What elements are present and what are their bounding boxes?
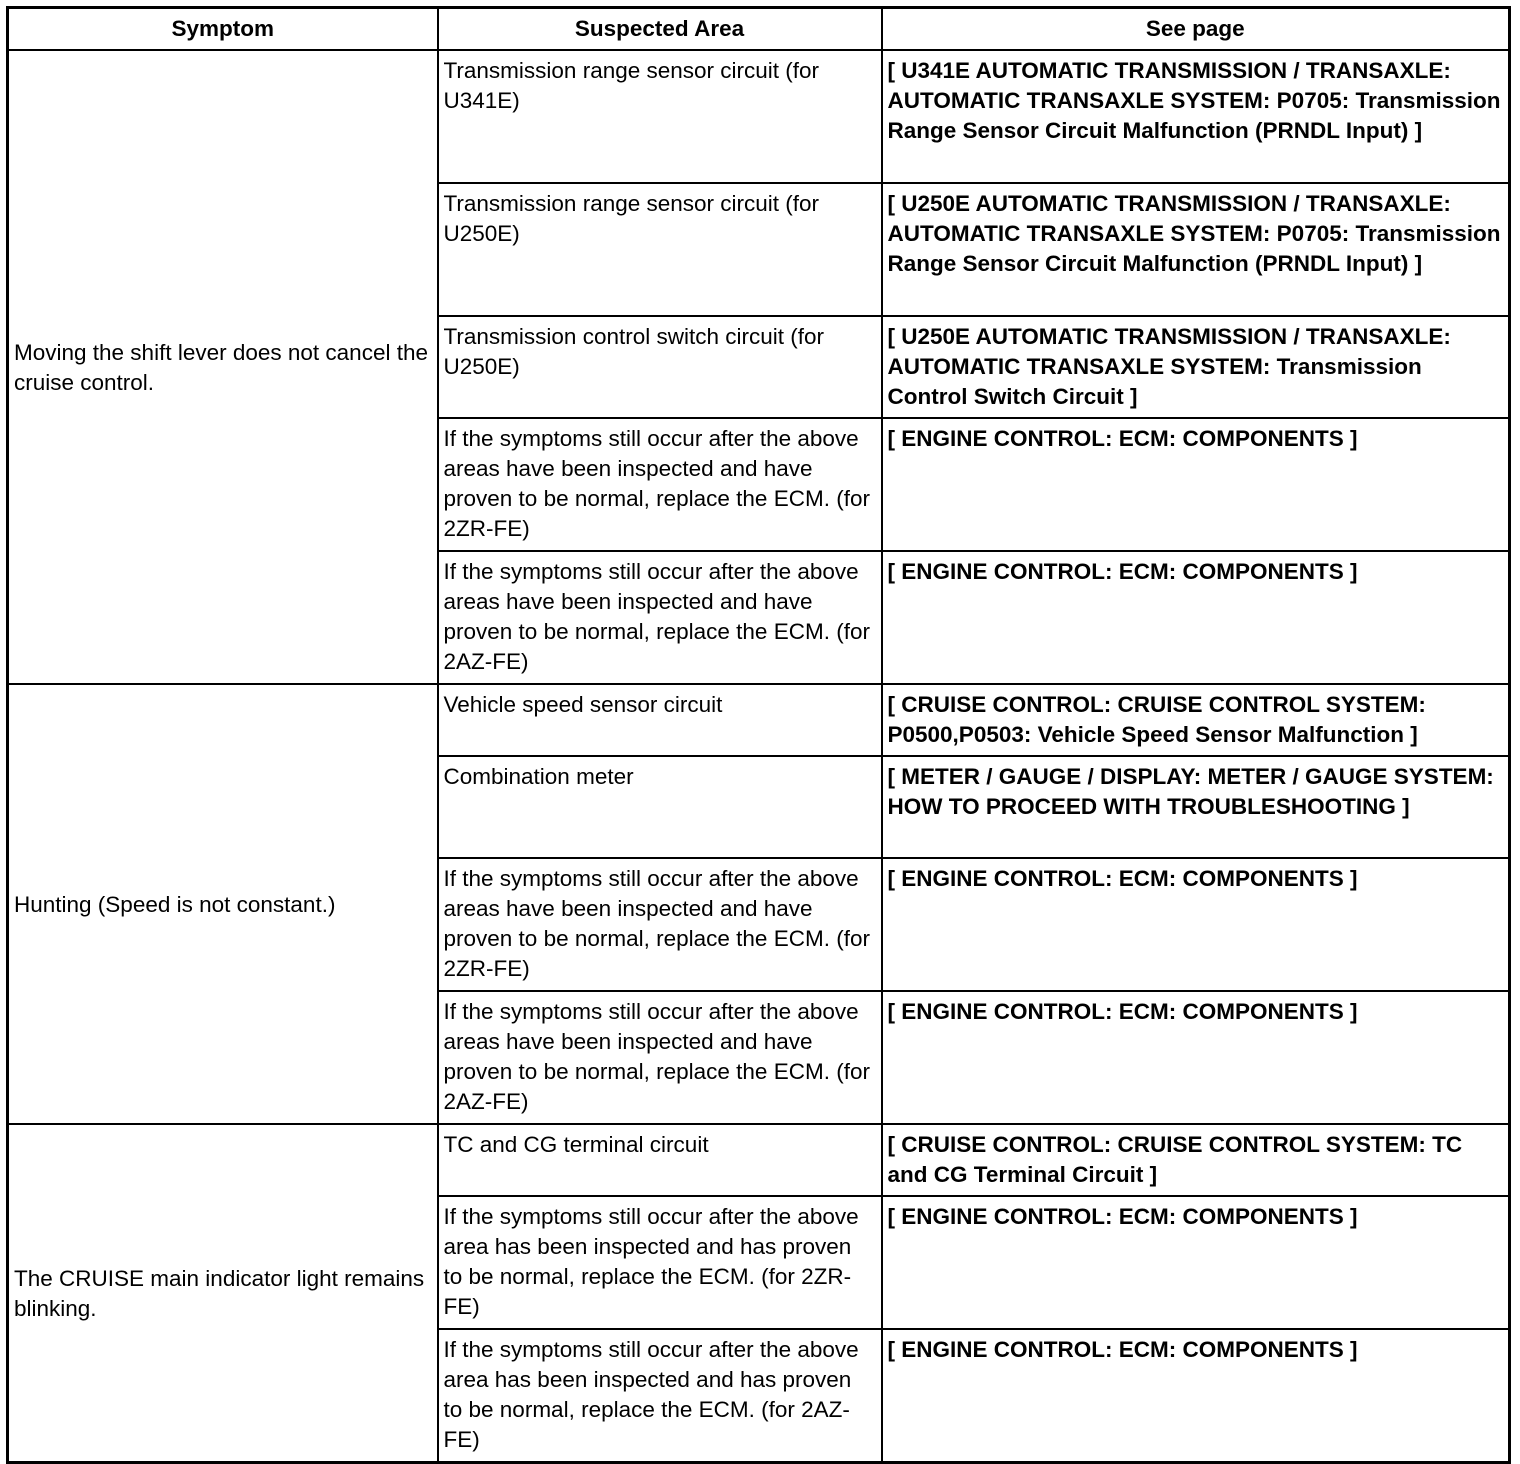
suspected-area-cell: Transmission range sensor circuit (for U250E): [438, 183, 882, 316]
symptom-cell: The CRUISE main indicator light remains blinking.: [8, 1124, 438, 1462]
see-page-link[interactable]: [ ENGINE CONTROL: ECM: COMPONENTS ]: [882, 1329, 1510, 1462]
header-row: [8, 8, 1510, 51]
see-page-link[interactable]: [ ENGINE CONTROL: ECM: COMPONENTS ]: [882, 991, 1510, 1124]
see-page-link[interactable]: [ ENGINE CONTROL: ECM: COMPONENTS ]: [882, 858, 1510, 991]
see-page-link[interactable]: [ CRUISE CONTROL: CRUISE CONTROL SYSTEM: P0500,P0503: Vehicle Speed Sensor Malfunction ]: [882, 684, 1510, 756]
header-suspected-area: Suspected Area: [438, 8, 882, 51]
suspected-area-cell: Vehicle speed sensor circuit: [438, 684, 882, 756]
see-page-link[interactable]: [ CRUISE CONTROL: CRUISE CONTROL SYSTEM: TC and CG Terminal Circuit ]: [882, 1124, 1510, 1196]
suspected-area-cell: If the symptoms still occur after the above area has been inspected and has proven to be normal, replace the ECM. (for 2ZR-FE): [438, 1196, 882, 1329]
suspected-area-cell: If the symptoms still occur after the above areas have been inspected and have proven to be normal, replace the ECM. (for 2ZR-FE): [438, 418, 882, 551]
see-page-link[interactable]: [ METER / GAUGE / DISPLAY: METER / GAUGE SYSTEM: HOW TO PROCEED WITH TROUBLESHOOTING ]: [882, 756, 1510, 858]
symptom-cell: Hunting (Speed is not constant.): [8, 684, 438, 1124]
suspected-area-cell: TC and CG terminal circuit: [438, 1124, 882, 1196]
suspected-area-cell: If the symptoms still occur after the above areas have been inspected and have proven to be normal, replace the ECM. (for 2AZ-FE): [438, 991, 882, 1124]
suspected-area-cell: Transmission control switch circuit (for U250E): [438, 316, 882, 418]
table-row: [8, 1124, 1510, 1196]
suspected-area-cell: Transmission range sensor circuit (for U341E): [438, 50, 882, 183]
table-row: [8, 50, 1510, 183]
see-page-link[interactable]: [ ENGINE CONTROL: ECM: COMPONENTS ]: [882, 551, 1510, 684]
header-see-page: See page: [882, 8, 1510, 51]
see-page-link[interactable]: [ U341E AUTOMATIC TRANSMISSION / TRANSAXLE: AUTOMATIC TRANSAXLE SYSTEM: P0705: Transmission Range Sensor Circuit Malfunction (PRNDL Input) ]: [882, 50, 1510, 183]
suspected-area-cell: If the symptoms still occur after the above areas have been inspected and have proven to be normal, replace the ECM. (for 2ZR-FE): [438, 858, 882, 991]
see-page-link[interactable]: [ U250E AUTOMATIC TRANSMISSION / TRANSAXLE: AUTOMATIC TRANSAXLE SYSTEM: P0705: Transmission Range Sensor Circuit Malfunction (PRNDL Input) ]: [882, 183, 1510, 316]
symptom-cell: Moving the shift lever does not cancel the cruise control.: [8, 50, 438, 684]
see-page-link[interactable]: [ ENGINE CONTROL: ECM: COMPONENTS ]: [882, 1196, 1510, 1329]
table-row: [8, 684, 1510, 756]
see-page-link[interactable]: [ ENGINE CONTROL: ECM: COMPONENTS ]: [882, 418, 1510, 551]
suspected-area-cell: If the symptoms still occur after the above areas have been inspected and have proven to be normal, replace the ECM. (for 2AZ-FE): [438, 551, 882, 684]
header-symptom: Symptom: [8, 8, 438, 51]
symptom-table: [6, 6, 1511, 1464]
suspected-area-cell: Combination meter: [438, 756, 882, 858]
see-page-link[interactable]: [ U250E AUTOMATIC TRANSMISSION / TRANSAXLE: AUTOMATIC TRANSAXLE SYSTEM: Transmission Control Switch Circuit ]: [882, 316, 1510, 418]
suspected-area-cell: If the symptoms still occur after the above area has been inspected and has proven to be normal, replace the ECM. (for 2AZ-FE): [438, 1329, 882, 1462]
